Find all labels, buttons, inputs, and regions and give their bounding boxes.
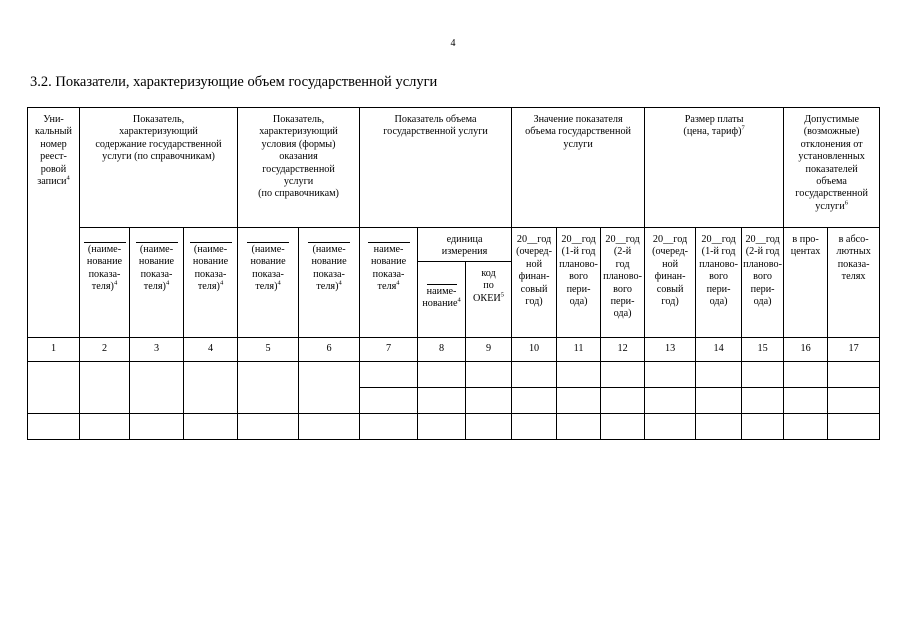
header-volume-value: Значение показателя объема государственной услуги <box>512 108 645 228</box>
section-title: 3.2. Показатели, характеризующие объем государственной услуги <box>30 74 438 90</box>
header-unique-number: Уни- кальный номер реест- ровой записи$^4$ <box>28 108 80 338</box>
table-cell <box>601 361 645 387</box>
header-deviations: Допустимые (возможные) отклонения от установленных показателей объема государственной услуги$^6$ <box>784 108 880 228</box>
column-number: 17 <box>828 337 880 361</box>
volume-indicators-table <box>27 107 880 440</box>
table-cell <box>130 413 184 439</box>
table-cell <box>784 361 828 387</box>
subheader-value-year-2: 20__год (1-й год планово- вого пери- ода) <box>557 228 601 338</box>
table-cell <box>466 361 512 387</box>
table-cell <box>601 413 645 439</box>
table-cell <box>28 361 80 413</box>
column-number: 5 <box>238 337 299 361</box>
table-cell <box>512 361 557 387</box>
subheader-content-name-2: (наиме- нование показа- теля)$^4$ <box>130 228 184 338</box>
column-number: 9 <box>466 337 512 361</box>
table-cell <box>828 413 880 439</box>
table-cell <box>184 361 238 413</box>
subheader-fee-year-1: 20__год (очеред- ной финан- совый год) <box>645 228 696 338</box>
column-number: 10 <box>512 337 557 361</box>
subheader-content-name-3: (наиме- нование показа- теля)$^4$ <box>184 228 238 338</box>
table-cell <box>512 413 557 439</box>
subheader-content-name-1: (наиме- нование показа- теля)$^4$ <box>80 228 130 338</box>
table-cell <box>784 387 828 413</box>
table-cell <box>512 387 557 413</box>
table-cell <box>828 361 880 387</box>
column-number: 3 <box>130 337 184 361</box>
subheader-fee-year-2: 20__год (1-й год планово- вого пери- ода) <box>696 228 742 338</box>
column-number: 1 <box>28 337 80 361</box>
table-cell <box>696 413 742 439</box>
table-cell <box>299 361 360 413</box>
table-cell <box>557 413 601 439</box>
subheader-conditions-name-1: (наиме- нование показа- теля)$^4$ <box>238 228 299 338</box>
table-cell <box>645 387 696 413</box>
table-cell <box>784 413 828 439</box>
table-cell <box>466 387 512 413</box>
header-fee: Размер платы (цена, тариф)$^7$ <box>645 108 784 228</box>
column-number: 4 <box>184 337 238 361</box>
table-cell <box>645 361 696 387</box>
subheader-unit-name: наиме- нование$^4$ <box>418 261 466 337</box>
subheader-conditions-name-2: (наиме- нование показа- теля)$^4$ <box>299 228 360 338</box>
table-row <box>28 361 880 387</box>
table-cell <box>742 413 784 439</box>
table-cell <box>299 413 360 439</box>
table-cell <box>28 413 80 439</box>
table-cell <box>696 361 742 387</box>
table-cell <box>360 361 418 387</box>
column-number: 12 <box>601 337 645 361</box>
column-number: 2 <box>80 337 130 361</box>
table-cell <box>696 387 742 413</box>
subheader-unit-code: код по ОКЕИ$^5$ <box>466 261 512 337</box>
table-cell <box>238 413 299 439</box>
table-row <box>28 413 880 439</box>
table-cell <box>418 361 466 387</box>
column-number: 8 <box>418 337 466 361</box>
column-number: 11 <box>557 337 601 361</box>
page-number: 4 <box>450 38 456 49</box>
header-conditions-indicator: Показатель, характеризующий условия (формы) оказания государственной услуги (по справочникам) <box>238 108 360 228</box>
column-number: 7 <box>360 337 418 361</box>
subheader-deviation-absolute: в абсо- лютных показа- телях <box>828 228 880 338</box>
table-cell <box>418 413 466 439</box>
table-cell <box>184 413 238 439</box>
table-cell <box>645 413 696 439</box>
subheader-fee-year-3: 20__год (2-й год планово- вого пери- ода) <box>742 228 784 338</box>
table-cell <box>557 387 601 413</box>
subheader-unit: единица измерения <box>418 228 512 262</box>
table-cell <box>130 361 184 413</box>
table-cell <box>601 387 645 413</box>
subheader-value-year-1: 20__год (очеред- ной финан- совый год) <box>512 228 557 338</box>
table-cell <box>742 361 784 387</box>
column-number: 15 <box>742 337 784 361</box>
column-numbers-row <box>28 337 880 361</box>
subheader-value-year-3: 20__год (2-й год планово- вого пери- ода) <box>601 228 645 338</box>
table-cell <box>360 387 418 413</box>
table-cell <box>828 387 880 413</box>
table-cell <box>742 387 784 413</box>
table-cell <box>466 413 512 439</box>
subheader-deviation-percent: в про- центах <box>784 228 828 338</box>
column-number: 13 <box>645 337 696 361</box>
column-number: 6 <box>299 337 360 361</box>
table-cell <box>557 361 601 387</box>
header-volume-indicator: Показатель объема государственной услуги <box>360 108 512 228</box>
column-number: 14 <box>696 337 742 361</box>
table-cell <box>238 361 299 413</box>
header-content-indicator: Показатель, характеризующий содержание государственной услуги (по справочникам) <box>80 108 238 228</box>
column-number: 16 <box>784 337 828 361</box>
table-cell <box>80 361 130 413</box>
table-cell <box>80 413 130 439</box>
table-cell <box>418 387 466 413</box>
subheader-volume-name: наиме- нование показа- теля$^4$ <box>360 228 418 338</box>
table-cell <box>360 413 418 439</box>
